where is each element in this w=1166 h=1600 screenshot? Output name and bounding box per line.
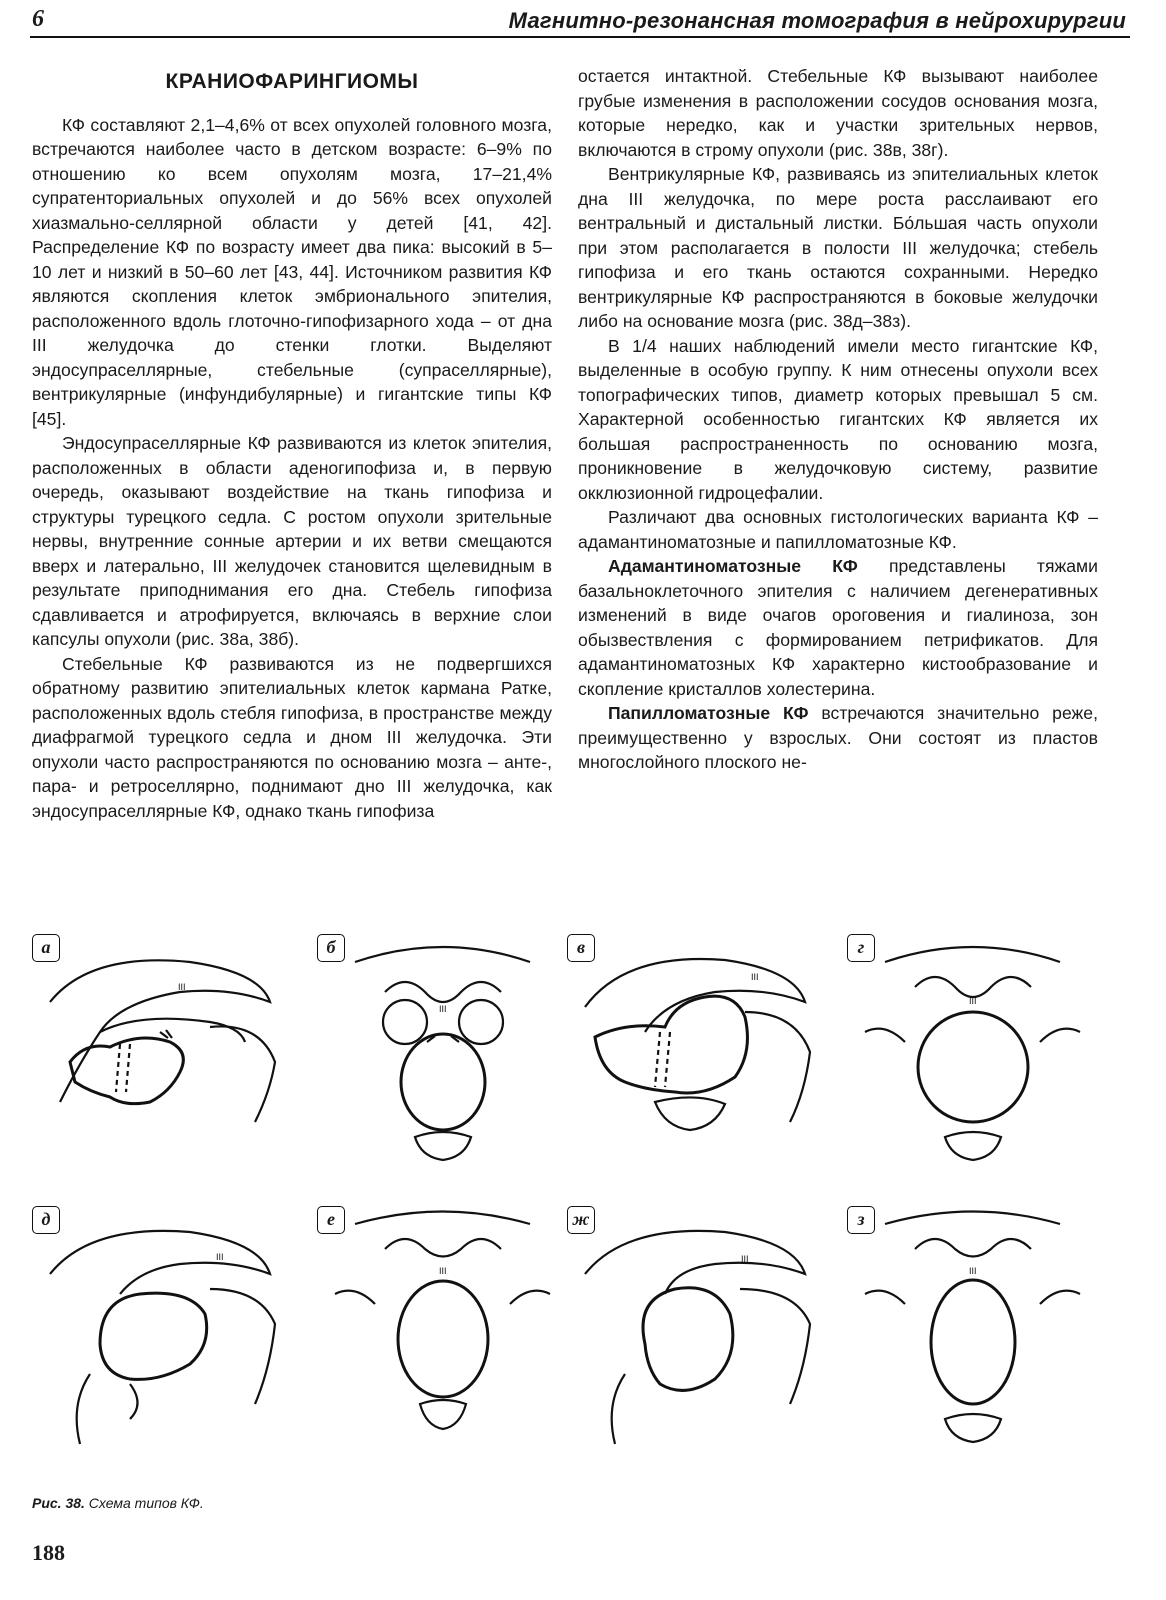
paragraph-papillomatous: Папилломатозные КФ встречаются значительно реже, преимущественно у взрослых. Они состоят из пластов многослойного плоского не- <box>578 703 1098 772</box>
running-title: Магнитно-резонансная томография в нейрохирургии <box>508 8 1126 33</box>
paragraph: Стебельные КФ развиваются из не подвергшихся обратному развитию эпителиальных клеток кармана Ратке, расположенных вдоль стебля гипофиза, в пространстве между диафрагмой турецкого седла и дном III желудочка. Эти опухоли часто распространяются по основанию мозга – анте-, пара- и ретроселлярно, поднимают дно III желудочка, как эндосупраселлярные КФ, однако ткань гипофиза <box>32 653 552 821</box>
figure-panel-v <box>565 932 820 1182</box>
ventricle-mark: III <box>969 996 977 1006</box>
ventricle-mark: III <box>216 1252 224 1262</box>
figure-label: е <box>317 1206 345 1234</box>
paragraph: В 1/4 наших наблюдений имели место гигантские КФ, выделенные в особую группу. К ним отнесены опухоли всех топографических типов, диаметр которых превышал 5 см. Характерной особенностью гигантских КФ является их большая распространенность по основанию мозга, проникновение в желудочковую систему, развитие окклюзионной гидроцефалии. <box>578 335 1098 503</box>
section-title: КРАНИОФАРИНГИОМЫ <box>165 70 419 93</box>
figure-panel-g <box>845 932 1100 1182</box>
sagittal-schematic-d <box>30 1204 285 1454</box>
figure-panel-zh <box>565 1204 820 1454</box>
sagittal-schematic-zh <box>565 1204 820 1454</box>
figure-38 <box>30 932 1130 1492</box>
figure-caption: Рис. 38. Схема типов КФ. <box>32 1495 204 1511</box>
sagittal-schematic-v <box>565 932 820 1182</box>
running-header <box>30 6 1130 38</box>
coronal-schematic-b <box>315 932 570 1182</box>
figure-label: з <box>847 1206 875 1234</box>
ventricle-mark: III <box>751 972 759 982</box>
figure-label: б <box>317 934 345 962</box>
coronal-schematic-g <box>845 932 1100 1182</box>
paragraph: КФ составляют 2,1–4,6% от всех опухолей головного мозга, встречаются наиболее часто в детском возрасте: 6–9% по отношению ко всем опухолям мозга, 17–21,4% супратенториальных опухолей и до 56% всех опухолей хиазмально-селлярной области у детей [41, 42]. Распределение КФ по возрасту имеет два пика: высокий в 5–10 лет и низкий в 50–60 лет [43, 44]. Источником развития КФ являются скопления клеток эмбрионального эпителия, расположенного вдоль глоточно-гипофизарного хода – от дна III желудочка до стенки глотки. Выделяют эндосупраселлярные, стебельные (супраселлярные), вентрикулярные (инфундибулярные) и гигантские типы КФ [45]. <box>32 114 552 429</box>
figure-panel-e <box>315 1204 570 1454</box>
figure-label: д <box>32 1206 60 1234</box>
header-page-number: 6 <box>32 6 44 32</box>
left-column <box>32 64 552 823</box>
paragraph: Эндосупраселлярные КФ развиваются из клеток эпителия, расположенных в области аденогипофиза и, в первую очередь, оказывают воздействие на ткань гипофиза и структуры турецкого седла. С ростом опухоли зрительные нервы, внутренние сонные артерии и их ветви смещаются вверх и латерально, III желудочек становится щелевидным в результате приподнимания его дна. Стебель гипофиза сдавливается и атрофируется, включаясь в верхние слои капсулы опухоли (рис. 38а, 38б). <box>32 433 552 649</box>
ventricle-mark: III <box>969 1266 977 1276</box>
figure-panel-d <box>30 1204 285 1454</box>
ventricle-mark: III <box>439 1004 447 1014</box>
paragraph: Различают два основных гистологических варианта КФ – адамантиноматозные и папилломатозные КФ. <box>578 507 1098 552</box>
paragraph: остается интактной. Стебельные КФ вызывают наиболее грубые изменения в расположении сосудов основания мозга, которые нередко, как и участки зрительных нервов, включаются в строму опухоли (рис. 38в, 38г). <box>578 66 1098 160</box>
right-column <box>578 64 1098 775</box>
paragraph: Вентрикулярные КФ, развиваясь из эпителиальных клеток дна III желудочка, по мере роста расслаивают его вентральный и дистальный листки. Бо́льшая часть опухоли при этом располагается в полости III желудочка; стебель гипофиза и его ткань остаются сохранными. Нередко вентрикулярные КФ распространяются в боковые желудочки либо на основание мозга (рис. 38д–38з). <box>578 164 1098 331</box>
ventricle-mark: III <box>741 1254 749 1264</box>
figure-label: ж <box>567 1206 595 1234</box>
figure-panel-z <box>845 1204 1100 1454</box>
ventricle-mark: III <box>439 1266 447 1276</box>
paragraph-adamantinomatous: Адамантиноматозные КФ представлены тяжами базальноклеточного эпителия с наличием дегенеративных изменений в виде очагов ороговения и гиалиноза, зон обызвествления с формированием петрификатов. Для адамантиноматозных КФ характерно кистообразование и скопление кристаллов холестерина. <box>578 556 1098 699</box>
coronal-schematic-z <box>845 1204 1100 1454</box>
sagittal-schematic-a <box>30 932 285 1182</box>
coronal-schematic-e <box>315 1204 570 1454</box>
figure-panel-a <box>30 932 285 1182</box>
ventricle-mark: III <box>178 982 186 992</box>
figure-label: в <box>567 934 595 962</box>
figure-panel-b <box>315 932 570 1182</box>
figure-label: а <box>32 934 60 962</box>
page-folio: 188 <box>32 1540 65 1565</box>
figure-label: г <box>847 934 875 962</box>
